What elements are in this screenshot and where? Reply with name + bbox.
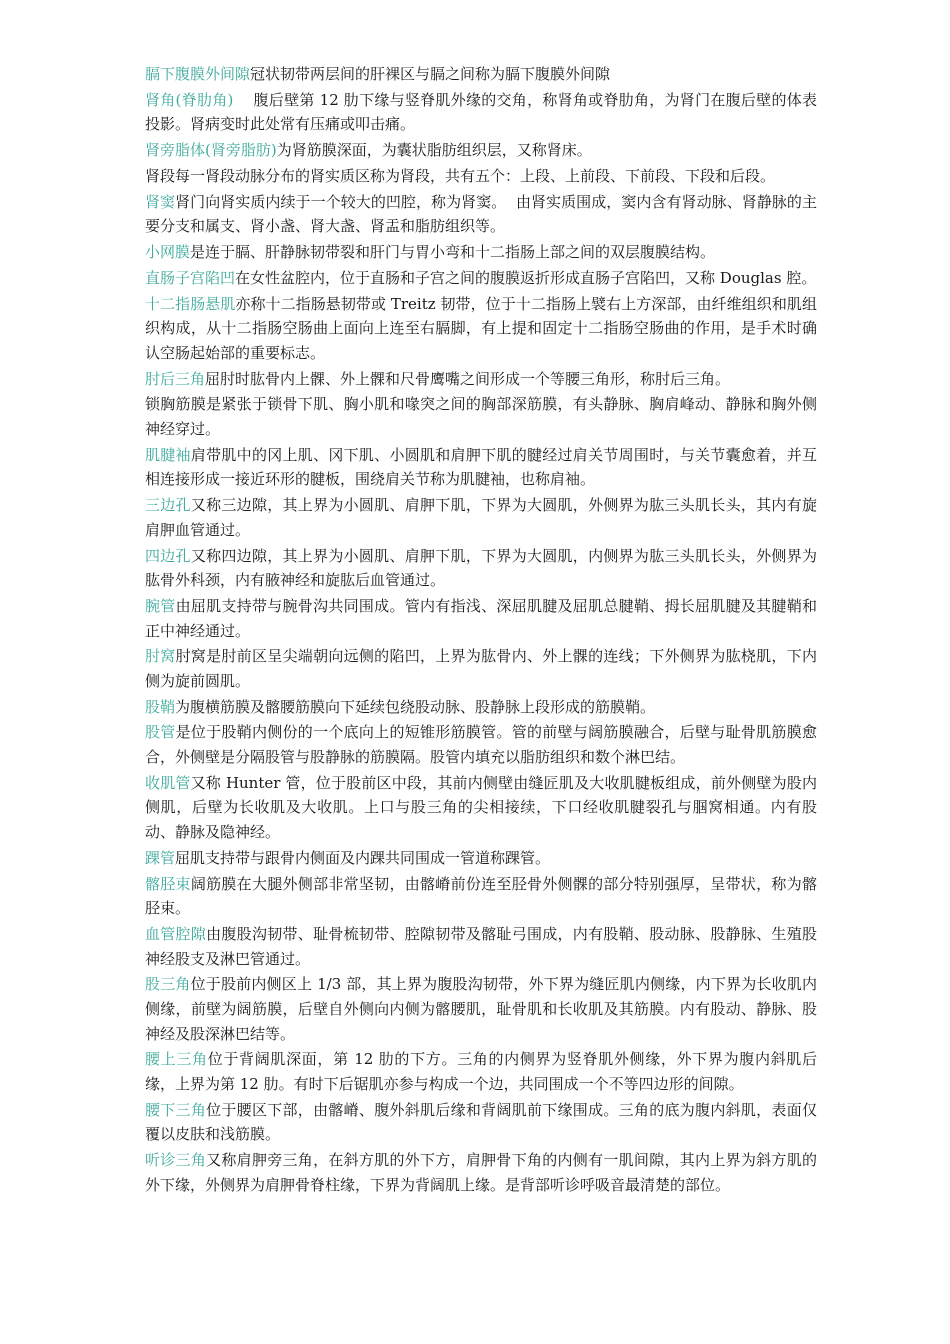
term: 髂胫束 — [145, 874, 191, 893]
term: 膈下腹膜外间隙 — [145, 65, 251, 83]
definition: 阔筋膜在大腿外侧部非常坚韧，由髂嵴前份连至胫骨外侧髁的部分特别强厚，呈带状，称为髂胫束。 — [145, 874, 817, 918]
definition: 由腹股沟韧带、耻骨梳韧带、腔隙韧带及髂耻弓围成，内有股鞘、股动脉、股静脉、生殖股神经股支及淋巴管通过。 — [145, 924, 817, 968]
entry-inferior-lumbar-triangle — [145, 1098, 817, 1147]
term: 肾旁脂体(肾旁脂肪) — [145, 141, 277, 160]
term: 血管腔隙 — [145, 924, 207, 943]
term: 肾角(脊肋角) — [145, 90, 234, 109]
term: 收肌管 — [145, 773, 191, 792]
entry-superior-lumbar-triangle — [145, 1047, 817, 1096]
definition: 又称四边隙，其上界为小圆肌、肩胛下肌，下界为大圆肌，内侧界为肱三头肌长头，外侧界为肱骨外科颈，内有腋神经和旋肱后血管通过。 — [145, 546, 817, 590]
definition: 又称三边隙，其上界为小圆肌、肩胛下肌，下界为大圆肌，外侧界为肱三头肌长头，其内有旋肩胛血管通过。 — [145, 496, 817, 539]
definition: 是位于股鞘内侧份的一个底向上的短锥形筋膜管。管的前壁与阔筋膜融合，后壁与耻骨肌筋膜愈合，外侧壁是分隔股管与股静脉的筋膜隔。股管内填充以脂肪组织和数个淋巴结。 — [145, 723, 817, 767]
term: 三边孔 — [145, 496, 191, 515]
document-body — [145, 62, 817, 1198]
definition: 肾门向肾实质内续于一个较大的凹腔，称为肾窦。 由肾实质围成，窦内含有肾动脉、肾静脉的主要分支和属支、肾小盏、肾大盏、肾盂和脂肪组织等。 — [145, 192, 817, 236]
entry-rectouterine-pouch — [145, 266, 817, 291]
definition: 又称 Hunter 管，位于股前区中段，其前内侧壁由缝匠肌及大收肌腱板组成，前外侧壁为股内侧肌，后壁为长收肌及大收肌。上口与股三角的尖相接续，下口经收肌腱裂孔与腘窝相通。内有股动、静脉及隐神经。 — [145, 773, 817, 841]
entry-cubital-fossa — [145, 644, 817, 693]
term: 直肠子宫陷凹 — [145, 268, 236, 287]
definition: 肩带肌中的冈上肌、冈下肌、小圆肌和肩胛下肌的腱经过肩关节周围时，与关节囊愈着，并互相连接形成一接近环形的腱板，围绕肩关节称为肌腱袖，也称肩袖。 — [145, 445, 817, 489]
definition: 由屈肌支持带与腕骨沟共同围成。管内有指浅、深屈肌腱及屈肌总腱鞘、拇长屈肌腱及其腱鞘和正中神经通过。 — [145, 596, 817, 640]
entry-suspensory-muscle-duodenum — [145, 292, 817, 366]
entry-renal-angle — [145, 88, 817, 137]
entry-malleolar-canal — [145, 846, 817, 871]
term: 腰上三角 — [145, 1050, 208, 1069]
entry-femoral-triangle — [145, 972, 817, 1046]
entry-adductor-canal — [145, 771, 817, 845]
term: 肘后三角 — [145, 369, 206, 388]
term: 四边孔 — [145, 546, 191, 565]
definition: 锁胸筋膜是紧张于锁骨下肌、胸小肌和喙突之间的胸部深筋膜，有头静脉、胸肩峰动、静脉和胸外侧神经穿过。 — [145, 395, 817, 438]
definition: 肘窝是肘前区呈尖端朝向远侧的陷凹，上界为肱骨内、外上髁的连线；下外侧界为肱桡肌，下内侧为旋前圆肌。 — [145, 647, 817, 690]
entry-femoral-sheath — [145, 695, 817, 720]
entry-renal-sinus — [145, 190, 817, 239]
term: 腰下三角 — [145, 1100, 207, 1119]
entry-triangle-of-auscultation — [145, 1148, 817, 1197]
term: 肾窦 — [145, 192, 176, 211]
entry-quadrangular-space — [145, 544, 817, 593]
entry-femoral-canal — [145, 720, 817, 769]
definition: 位于背阔肌深面，第 12 肋的下方。三角的内侧界为竖脊肌外侧缘，外下界为腹内斜肌后缘，上界为第 12 肋。有时下后锯肌亦参与构成一个边，共同围成一个不等四边形的间隙。 — [145, 1050, 817, 1093]
term: 股鞘 — [145, 697, 176, 716]
entry-subphrenic-extraperitoneal-space — [145, 62, 817, 87]
term: 踝管 — [145, 848, 176, 867]
term: 腕管 — [145, 596, 176, 615]
term: 十二指肠悬肌 — [145, 294, 236, 313]
term: 肌腱袖 — [145, 445, 191, 464]
definition: 腹后壁第 12 肋下缘与竖脊肌外缘的交角，称肾角或脊肋角，为肾门在腹后壁的体表投影。肾病变时此处常有压痛或叩击痛。 — [145, 90, 817, 134]
entry-posterior-elbow-triangle — [145, 367, 817, 392]
definition: 是连于膈、肝静脉韧带裂和肝门与胃小弯和十二指肠上部之间的双层腹膜结构。 — [190, 243, 716, 262]
definition: 为肾筋膜深面，为囊状脂肪组织层，又称肾床。 — [276, 141, 592, 160]
definition: 为腹横筋膜及髂腰筋膜向下延续包绕股动脉、股静脉上段形成的筋膜鞘。 — [175, 697, 656, 716]
definition: 又称肩胛旁三角，在斜方肌的外下方，肩胛骨下角的内侧有一肌间隙，其内上界为斜方肌的外下缘，外侧界为肩胛骨脊柱缘，下界为背阔肌上缘。是背部听诊呼吸音最清楚的部位。 — [145, 1151, 817, 1194]
definition: 冠状韧带两层间的肝裸区与膈之间称为膈下腹膜外间隙 — [250, 65, 611, 83]
definition: 位于腰区下部，由髂嵴、腹外斜肌后缘和背阔肌前下缘围成。三角的底为腹内斜肌，表面仅覆以皮肤和浅筋膜。 — [145, 1100, 817, 1144]
definition: 屈肘时肱骨内上髁、外上髁和尺骨鹰嘴之间形成一个等腰三角形，称肘后三角。 — [205, 369, 731, 388]
entry-triangular-space — [145, 493, 817, 542]
entry-pararenal-fat — [145, 138, 817, 163]
definition: 亦称十二指肠悬韧带或 Treitz 韧带，位于十二指肠上襞右上方深部，由纤维组织和肌组织构成，从十二指肠空肠曲上面向上连至右膈脚，有上提和固定十二指肠空肠曲的作用，是手术时确认空肠起始部的重要标志。 — [145, 294, 817, 362]
definition: 在女性盆腔内，位于直肠和子宫之间的腹膜返折形成直肠子宫陷凹，又称 Douglas 腔。 — [235, 268, 817, 287]
term: 听诊三角 — [145, 1151, 207, 1170]
definition: 位于股前内侧区上 1/3 部，其上界为腹股沟韧带，外下界为缝匠肌内侧缘，内下界为长收肌内侧缘，前壁为阔筋膜，后壁自外侧向内侧为髂腰肌，耻骨肌和长收肌及其筋膜。内有股动、静脉、股神经及股深淋巴结等。 — [145, 975, 817, 1043]
entry-carpal-tunnel — [145, 594, 817, 643]
entry-clavipectoral-fascia — [145, 392, 817, 441]
entry-lacuna-vasorum — [145, 922, 817, 971]
entry-iliotibial-tract — [145, 872, 817, 921]
definition: 屈肌支持带与跟骨内侧面及内踝共同围成一管道称踝管。 — [175, 848, 551, 867]
term: 股管 — [145, 723, 176, 742]
term: 小网膜 — [145, 243, 191, 262]
entry-renal-segment — [145, 164, 817, 189]
term: 股三角 — [145, 975, 191, 994]
definition: 肾段每一肾段动脉分布的肾实质区称为肾段，共有五个：上段、上前段、下前段、下段和后段。 — [145, 166, 776, 185]
entry-lesser-omentum — [145, 240, 817, 265]
entry-rotator-cuff — [145, 443, 817, 492]
term: 肘窝 — [145, 647, 176, 666]
